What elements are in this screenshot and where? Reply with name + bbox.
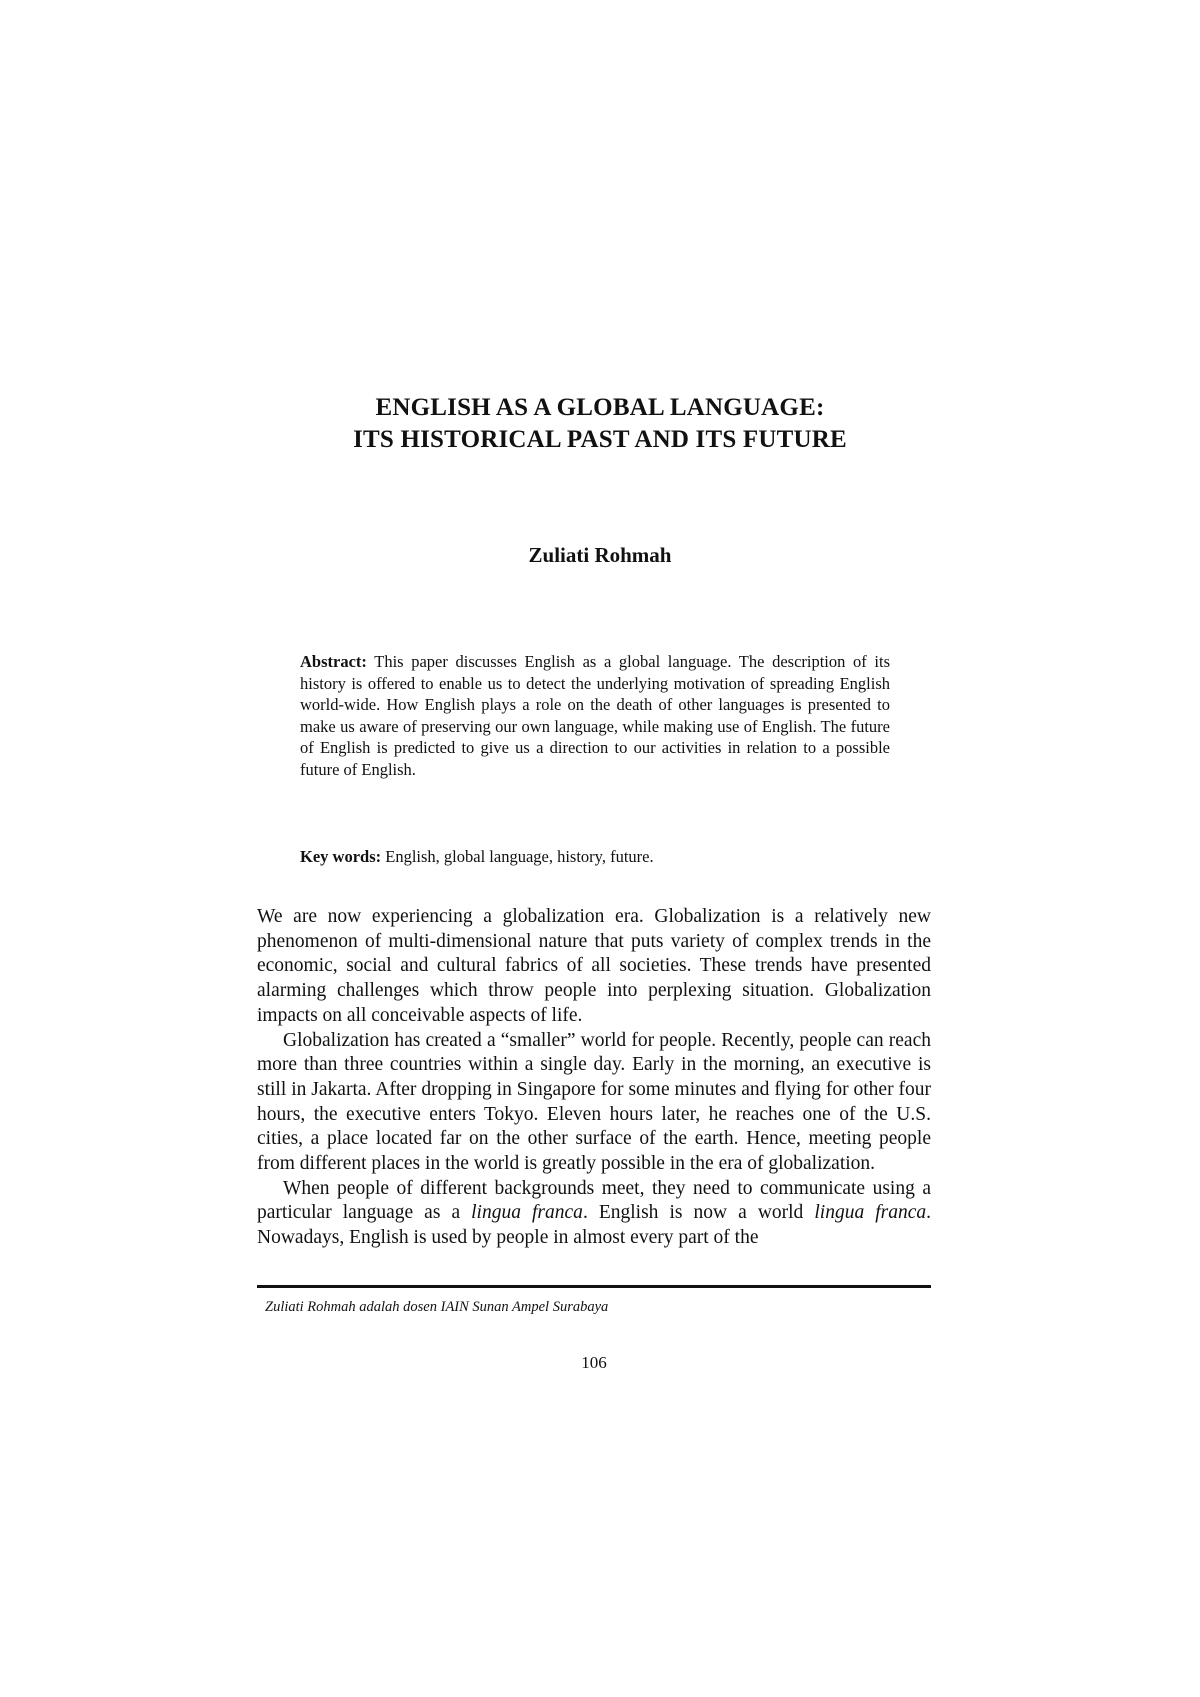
body-paragraph-1: We are now experiencing a globalization era. Globalization is a relatively new phenomenon of multi-dimensional nature that puts variety of complex trends in the economic, social and cultural fabrics of all societies. These trends have presented alarming challenges which throw people into perplexing situation. Globalization impacts on all conceivable aspects of life. — [257, 906, 931, 1026]
keywords — [300, 846, 890, 868]
paragraph-3-text-a: When people of different backgrounds meet, they need to communicate using a particular language as a — [257, 1177, 931, 1224]
body-text — [257, 905, 931, 1251]
abstract-text: This paper discusses English as a global language. The description of its history is offered to enable us to detect the underlying motivation of spreading English world-wide. How English plays a role on the death of other languages is presented to make us aware of preserving our own language, while making use of English. The future of English is predicted to give us a direction to our activities in relation to a possible future of English. — [300, 652, 890, 779]
keywords-text: English, global language, history, future. — [381, 847, 654, 866]
paragraph-3-italic-1: lingua franca — [471, 1202, 583, 1224]
title-line-1: ENGLISH AS A GLOBAL LANGUAGE: — [375, 394, 825, 421]
body-paragraph-3 — [257, 1177, 931, 1251]
footnote-rule — [257, 1285, 931, 1288]
abstract — [300, 651, 890, 780]
abstract-label: Abstract: — [300, 652, 367, 671]
author-name: Zuliati Rohmah — [528, 543, 672, 567]
page-number: 106 — [581, 1353, 607, 1372]
body-paragraph-2: Globalization has created a “smaller” world for people. Recently, people can reach more than three countries within a single day. Early in the morning, an executive is still in Jakarta. After dropping in Singapore for some minutes and flying for other four hours, the executive enters Tokyo. Eleven hours later, he reaches one of the U.S. cities, a place located far on the other surface of the earth. Hence, meeting people from different places in the world is greatly possible in the era of globalization. — [257, 1029, 931, 1175]
paragraph-3-text-b: . English is now a world — [582, 1202, 815, 1224]
keywords-label: Key words: — [300, 847, 382, 866]
footnote: Zuliati Rohmah adalah dosen IAIN Sunan Ampel Surabaya — [265, 1299, 609, 1315]
paragraph-3-italic-2: lingua franca — [814, 1202, 927, 1224]
paragraph-3-text-c: . Nowadays, English is used by people in almost every part of the — [257, 1202, 932, 1249]
paper-title — [0, 392, 1200, 456]
title-line-2: ITS HISTORICAL PAST AND ITS FUTURE — [353, 426, 847, 453]
